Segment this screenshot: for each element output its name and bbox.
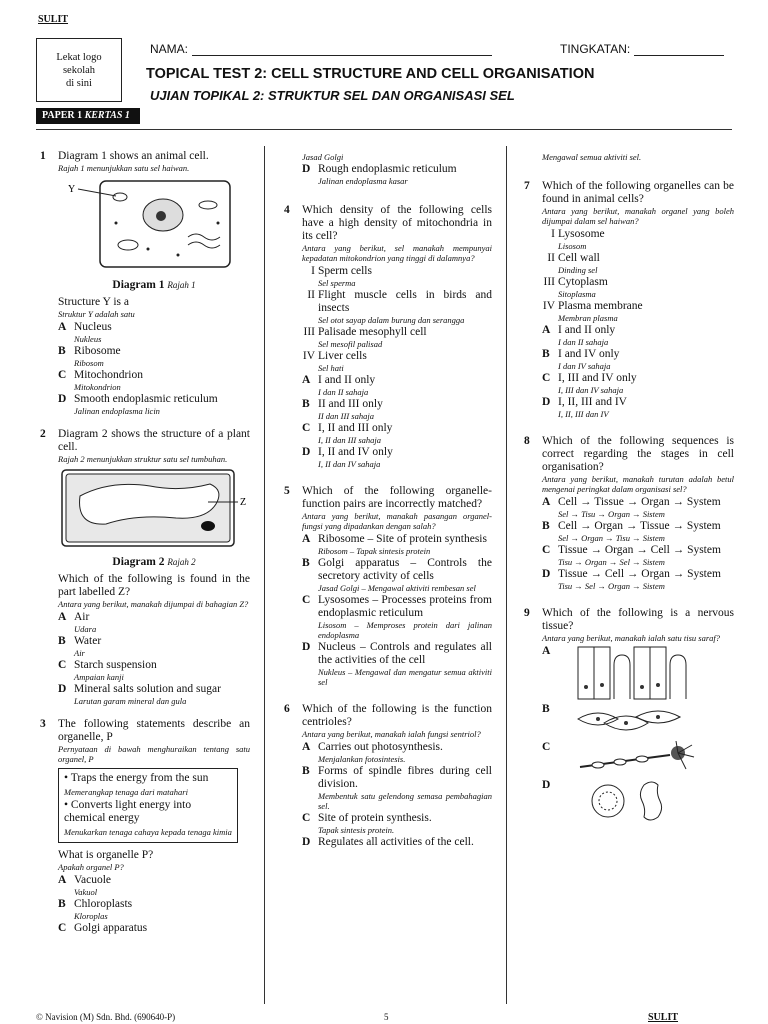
- question-5: [280, 485, 492, 687]
- tissue-c-diagram: [558, 741, 708, 777]
- option-d[interactable]: [302, 446, 492, 469]
- statement-i: [542, 228, 734, 251]
- column-2: [280, 152, 492, 861]
- option-letter: A: [542, 324, 551, 336]
- option-text: Carries out photosynthesis.: [318, 741, 443, 753]
- option-text-ms: I, II, III dan IV: [558, 409, 609, 419]
- option-letter: C: [58, 659, 67, 671]
- option-letter: A: [302, 741, 311, 753]
- question-stem-ms: Struktur Y adalah satu: [58, 309, 135, 319]
- option-a[interactable]: [58, 611, 250, 634]
- option-letter: D: [302, 836, 311, 848]
- logo-line-3: di sini: [66, 77, 92, 89]
- option-a[interactable]: [58, 874, 250, 897]
- option-text-ms: Jalinan endoplasma licin: [74, 406, 160, 416]
- statement-text: Lysosome: [558, 228, 605, 240]
- diagram-2-caption: Diagram 2: [112, 556, 165, 568]
- question-number: 1: [40, 150, 46, 162]
- ribosome-dot: [177, 254, 180, 257]
- option-letter: A: [542, 645, 551, 657]
- option-text-ms: Jalinan endoplasma kasar: [318, 176, 408, 186]
- option-letter: B: [302, 398, 310, 410]
- option-a[interactable]: [542, 645, 734, 701]
- page-title-ms: UJIAN TOPIKAL 2: STRUKTUR SEL DAN ORGANISASI SEL: [150, 88, 515, 103]
- option-b[interactable]: [302, 398, 492, 421]
- question-8: [520, 435, 734, 591]
- option-c[interactable]: [302, 422, 492, 445]
- tingkatan-field[interactable]: [560, 42, 724, 56]
- option-text-ms: Larutan garam mineral dan gula: [74, 696, 187, 706]
- column-1: [36, 150, 250, 947]
- question-text: Which of the following is a nervous tissue?: [542, 607, 734, 632]
- option-letter: A: [58, 321, 67, 333]
- option-text: I and II only: [318, 374, 376, 386]
- paper-label: PAPER 1: [42, 110, 83, 121]
- question-text-ms: Antara yang berikut, manakah pasangan organel-fungsi yang dipadankan dengan salah?: [302, 511, 492, 531]
- option-c[interactable]: [302, 812, 492, 835]
- header-divider: [36, 129, 732, 130]
- option-a[interactable]: [542, 496, 734, 519]
- option-text-ms: Ribosom – Tapak sintesis protein: [318, 546, 431, 556]
- question-text-ms: Antara yang berikut, manakah ialah satu tisu saraf?: [542, 633, 721, 643]
- option-d[interactable]: [542, 396, 734, 419]
- option-letter: C: [302, 594, 311, 606]
- statement-text-ms: Membran plasma: [558, 313, 618, 323]
- option-text-ms: Sel → Tisu → Organ → Sistem: [558, 509, 665, 519]
- option-letter: A: [302, 374, 311, 386]
- option-a[interactable]: [302, 533, 492, 556]
- paper-label-ms: KERTAS 1: [84, 110, 130, 121]
- option-letter: B: [58, 345, 66, 357]
- statement-iii: [302, 326, 492, 349]
- option-text: Tissue → Organ → Cell → System: [558, 544, 721, 556]
- question-stem: Structure Y is a: [58, 296, 130, 308]
- ribosome-dot: [147, 248, 150, 251]
- statement-2: [64, 799, 232, 837]
- question-text-ms: Rajah 1 menunjukkan satu sel haiwan.: [58, 163, 190, 173]
- option-text-ms: Kloroplas: [74, 911, 108, 921]
- option-b[interactable]: [542, 703, 734, 739]
- option-text-ms: I, III dan IV sahaja: [558, 385, 624, 395]
- option-letter: A: [58, 611, 67, 623]
- statement-ii: [302, 289, 492, 325]
- statement-text-ms: Sel sperma: [318, 278, 356, 288]
- statement-text-ms: Sel otot sayap dalam burung dan serangga: [318, 315, 465, 325]
- option-text-ms: I, II dan III sahaja: [318, 435, 382, 445]
- page-title: TOPICAL TEST 2: CELL STRUCTURE AND CELL ORGANISATION: [146, 66, 595, 82]
- option-text: Golgi apparatus – Controls the secretory activity of cells: [318, 557, 492, 582]
- option-letter: D: [302, 641, 311, 653]
- option-text-ms: I dan II sahaja: [318, 387, 369, 397]
- diagram-caption: [58, 279, 250, 292]
- statement-iv: [542, 300, 734, 323]
- option-letter: B: [58, 898, 66, 910]
- column-3: [520, 152, 734, 827]
- question-number: 5: [284, 485, 290, 497]
- statement-text: Cell wall: [558, 252, 600, 264]
- option-text: Cell → Tissue → Organ → System: [558, 496, 721, 508]
- question-number: 9: [524, 607, 530, 619]
- question-number: 2: [40, 428, 46, 440]
- option-text: Ribosome: [74, 345, 121, 357]
- option-letter: B: [302, 765, 310, 777]
- option-text-ms: Mitokondrion: [74, 382, 121, 392]
- option-letter: C: [542, 372, 551, 384]
- question-text-ms: Rajah 2 menunjukkan struktur satu sel tumbuhan.: [58, 454, 228, 464]
- statement-text: • Converts light energy into chemical energy: [64, 799, 192, 824]
- statement-text: Sperm cells: [318, 265, 372, 277]
- option-text: Nucleus: [74, 321, 112, 333]
- option-text: Tissue → Cell → Organ → System: [558, 568, 721, 580]
- option-letter: A: [302, 533, 311, 545]
- option-text: Vacuole: [74, 874, 112, 886]
- question-text: The following statements describe an organelle, P: [58, 718, 250, 743]
- nama-line[interactable]: [192, 55, 492, 56]
- statement-iv: [302, 350, 492, 373]
- option-text: Rough endoplasmic reticulum: [318, 163, 457, 175]
- question-2: [36, 428, 250, 706]
- statement-i: [302, 265, 492, 288]
- question-text: Which of the following organelle-function pairs are incorrectly matched?: [302, 485, 492, 510]
- option-c[interactable]: [542, 372, 734, 395]
- option-letter: A: [58, 874, 67, 886]
- option-letter: B: [542, 348, 550, 360]
- option-text: Air: [74, 611, 90, 623]
- option-text: Golgi apparatus: [74, 922, 148, 934]
- column-divider-2: [506, 146, 507, 1004]
- question-text: Which of the following is the function centrioles?: [302, 703, 492, 728]
- roman-numeral: I: [551, 228, 555, 240]
- option-letter: C: [542, 741, 551, 753]
- option-text-ms: Nukleus: [74, 334, 102, 344]
- sulit-top: SULIT: [38, 14, 69, 25]
- option-text-ms: Ampaian kanji: [74, 672, 124, 682]
- question-9: [520, 607, 734, 815]
- option-letter: D: [542, 568, 551, 580]
- roman-numeral: II: [547, 252, 555, 264]
- option-a[interactable]: [542, 324, 734, 347]
- logo-line-2: sekolah: [62, 64, 96, 76]
- option-text: Regulates all activities of the cell.: [318, 836, 474, 848]
- question-text: Which of the following sequences is correct regarding the stages in cell organisation?: [542, 435, 734, 473]
- option-text: Chloroplasts: [74, 898, 133, 910]
- option-b[interactable]: [302, 557, 492, 593]
- statement-text-ms: Menukarkan tenaga cahaya kepada tenaga kimia: [64, 827, 232, 837]
- option-letter: D: [58, 393, 67, 405]
- option-text: I, II and IV only: [318, 446, 393, 458]
- roman-numeral: II: [307, 289, 315, 301]
- statement-box: [58, 768, 238, 843]
- diagram-1-caption-ms: Rajah 1: [167, 280, 196, 290]
- option-text: Water: [74, 635, 102, 647]
- question-text: Diagram 1 shows an animal cell.: [58, 150, 209, 162]
- option-c[interactable]: [58, 659, 250, 682]
- question-stem: What is organelle P?: [58, 849, 154, 861]
- option-text: Cell → Organ → Tissue → System: [558, 520, 721, 532]
- question-number: 4: [284, 204, 290, 216]
- question-stem: Which of the following is found in the part labelled Z?: [58, 573, 250, 598]
- statement-text: Plasma membrane: [558, 300, 643, 312]
- option-letter: D: [302, 163, 311, 175]
- option-letter: A: [542, 496, 551, 508]
- option-text-ms: Air: [74, 648, 85, 658]
- option-text: Mitochondrion: [74, 369, 143, 381]
- column-divider-1: [264, 146, 265, 1004]
- footer-copyright: © Navision (M) Sdn. Bhd. (690640-P): [36, 1012, 176, 1022]
- option-text: Mineral salts solution and sugar: [74, 683, 221, 695]
- question-number: 6: [284, 703, 290, 715]
- option-d[interactable]: [302, 641, 492, 687]
- option-letter: C: [302, 812, 311, 824]
- option-letter: D: [302, 446, 311, 458]
- option-text-ms: Tisu → Sel → Organ → Sistem: [558, 581, 665, 591]
- question-6: [280, 703, 492, 849]
- diagram-1-caption: Diagram 1: [112, 279, 165, 291]
- option-letter: B: [542, 520, 550, 532]
- option-text: I, II, III and IV: [558, 396, 627, 408]
- question-text-ms: Antara yang berikut, manakah organel yang boleh dijumpai dalam sel haiwan?: [542, 206, 734, 226]
- option-d[interactable]: [302, 836, 492, 849]
- option-d[interactable]: [542, 779, 734, 815]
- question-3: [36, 718, 250, 935]
- tingkatan-line[interactable]: [634, 55, 724, 56]
- question-number: 8: [524, 435, 530, 447]
- option-letter: C: [302, 422, 311, 434]
- option-text-ms: Lisosom – Memproses protein dari jalinan endoplasma: [318, 620, 492, 640]
- nama-label: NAMA:: [150, 42, 189, 56]
- statement-text-ms: Dinding sel: [558, 265, 598, 275]
- option-text: Starch suspension: [74, 659, 157, 671]
- option-letter: D: [542, 779, 551, 791]
- option-text: I and IV only: [558, 348, 620, 360]
- roman-numeral: IV: [302, 350, 315, 362]
- option-text: I and II only: [558, 324, 616, 336]
- option-b[interactable]: [58, 898, 250, 921]
- roman-numeral: III: [303, 326, 315, 338]
- option-c[interactable]: [58, 369, 250, 392]
- question-6-continued: [520, 152, 734, 162]
- question-1: [36, 150, 250, 416]
- tingkatan-label: TINGKATAN:: [560, 42, 631, 56]
- option-text: Nucleus – Controls and regulates all the activities of the cell: [318, 641, 492, 666]
- option-c[interactable]: [302, 594, 492, 640]
- option-text: Forms of spindle fibres during cell division.: [318, 765, 492, 790]
- option-text-ms: Vakuol: [74, 887, 98, 897]
- statement-text-ms: Sel hati: [318, 363, 344, 373]
- option-text: Smooth endoplasmic reticulum: [74, 393, 218, 405]
- question-4: [280, 204, 492, 469]
- tissue-b-diagram: [558, 703, 708, 739]
- option-text-ms: Tisu → Organ → Sel → Sistem: [558, 557, 665, 567]
- question-text-ms: Pernyataan di bawah menghuraikan tentang satu organel, P: [58, 744, 250, 764]
- page-number: 5: [384, 1012, 389, 1022]
- question-text: Diagram 2 shows the structure of a plant cell.: [58, 428, 250, 453]
- option-d[interactable]: [58, 683, 250, 706]
- option-text-ms: Jasad Golgi – Mengawal aktiviti rembesan sel: [318, 583, 476, 593]
- nucleus: [201, 521, 215, 531]
- question-stem-ms: Apakah organel P?: [58, 862, 124, 872]
- statement-ii: [542, 252, 734, 275]
- option-text-ms: Menjalankan fotosintesis.: [318, 754, 406, 764]
- sulit-bottom: SULIT: [648, 1012, 679, 1023]
- option-b[interactable]: [542, 348, 734, 371]
- plant-cell-diagram: [58, 466, 248, 550]
- statement-iii: [542, 276, 734, 299]
- option-c[interactable]: [58, 922, 250, 935]
- option-letter: C: [542, 544, 551, 556]
- option-letter: D: [542, 396, 551, 408]
- option-text-ms: Udara: [74, 624, 97, 634]
- question-text: Which density of the following cells have a high density of mitochondria in its cell?: [302, 204, 492, 242]
- option-b[interactable]: [302, 765, 492, 811]
- option-letter: C: [58, 922, 67, 934]
- question-text-ms: Antara yang berikut, manakah turutan adalah betul mengenai peringkat dalam organisasi sel?: [542, 474, 734, 494]
- option-text-ms: Nukleus – Mengawal dan mengatur semua aktiviti sel: [318, 667, 492, 687]
- option-text: Lysosomes – Processes proteins from endoplasmic reticulum: [318, 594, 492, 619]
- option-letter: B: [542, 703, 550, 715]
- option-text-ms: I dan IV sahaja: [558, 361, 611, 371]
- option-b[interactable]: [58, 345, 250, 368]
- statement-text-ms: Sel mesofil palisad: [318, 339, 383, 349]
- statement-text: Cytoplasm: [558, 276, 608, 288]
- roman-numeral: IV: [542, 300, 555, 312]
- option-letter: C: [58, 369, 67, 381]
- tissue-a-diagram: [558, 645, 708, 701]
- option-text: Site of protein synthesis.: [318, 812, 432, 824]
- roman-numeral: I: [311, 265, 315, 277]
- option-d[interactable]: [302, 163, 492, 186]
- paper-tag: [36, 108, 140, 124]
- option-b[interactable]: [542, 520, 734, 543]
- question-3-continued: [280, 152, 492, 186]
- option-text-ms: Jasad Golgi: [302, 152, 344, 162]
- question-number: 3: [40, 718, 46, 730]
- question-text: Which of the following organelles can be found in animal cells?: [542, 180, 734, 205]
- option-a[interactable]: [58, 321, 250, 344]
- question-number: 7: [524, 180, 530, 192]
- option-text-ms: I dan II sahaja: [558, 337, 609, 347]
- label-y: Y: [68, 184, 76, 195]
- logo-line-1: Lekat logo: [56, 51, 102, 63]
- option-d[interactable]: [58, 393, 250, 416]
- question-text-ms: Antara yang berikut, manakah ialah fungsi sentriol?: [302, 729, 481, 739]
- option-letter: D: [58, 683, 67, 695]
- statement-1: [64, 772, 232, 797]
- statement-text-ms: Memerangkap tenaga dari matahari: [64, 787, 188, 797]
- question-text-ms: Antara yang berikut, sel manakah mempunyai kepadatan mitokondrion yang tinggi di dalamnya?: [302, 243, 492, 263]
- option-text-ms: Ribosom: [74, 358, 104, 368]
- option-text-ms: II dan III sahaja: [318, 411, 374, 421]
- option-c[interactable]: [542, 741, 734, 777]
- label-z: Z: [240, 497, 247, 508]
- option-text-ms: Membentuk satu gelendong semasa pembahagian sel.: [318, 791, 492, 811]
- statement-text-ms: Sitoplasma: [558, 289, 596, 299]
- option-letter: B: [302, 557, 310, 569]
- tissue-d-diagram: [558, 779, 708, 829]
- option-text: I, III and IV only: [558, 372, 637, 384]
- option-text-ms: Tapak sintesis protein.: [318, 825, 395, 835]
- option-letter: B: [58, 635, 66, 647]
- option-text-ms: I, II dan IV sahaja: [318, 459, 381, 469]
- statement-text: Liver cells: [318, 350, 367, 362]
- diagram-2-caption-ms: Rajah 2: [167, 557, 196, 567]
- option-a[interactable]: [302, 741, 492, 764]
- option-b[interactable]: [58, 635, 250, 658]
- roman-numeral: III: [543, 276, 555, 288]
- statement-text: Flight muscle cells in birds and insects: [318, 289, 492, 314]
- animal-cell-diagram: [58, 175, 248, 273]
- option-text: Ribosome – Site of protein synthesis: [318, 533, 487, 545]
- option-text: I, II and III only: [318, 422, 393, 434]
- option-d[interactable]: [542, 568, 734, 591]
- option-text: II and III only: [318, 398, 383, 410]
- option-text-ms: Sel → Organ → Tisu → Sistem: [558, 533, 665, 543]
- nucleolus: [156, 211, 166, 221]
- option-a[interactable]: [302, 374, 492, 397]
- ribosome-dot: [115, 222, 118, 225]
- option-text-ms: Mengawal semua aktiviti sel.: [542, 152, 642, 162]
- nama-field[interactable]: [150, 42, 492, 56]
- diagram-caption: [58, 556, 250, 569]
- question-7: [520, 180, 734, 419]
- question-stem-ms: Antara yang berikut, manakah dijumpai di bahagian Z?: [58, 599, 249, 609]
- logo-placeholder-box: [36, 38, 122, 102]
- ribosome-dot: [217, 222, 220, 225]
- statement-text: Palisade mesophyll cell: [318, 326, 427, 338]
- option-c[interactable]: [542, 544, 734, 567]
- statement-text-ms: Lisosom: [558, 241, 587, 251]
- statement-text: • Traps the energy from the sun: [64, 772, 209, 784]
